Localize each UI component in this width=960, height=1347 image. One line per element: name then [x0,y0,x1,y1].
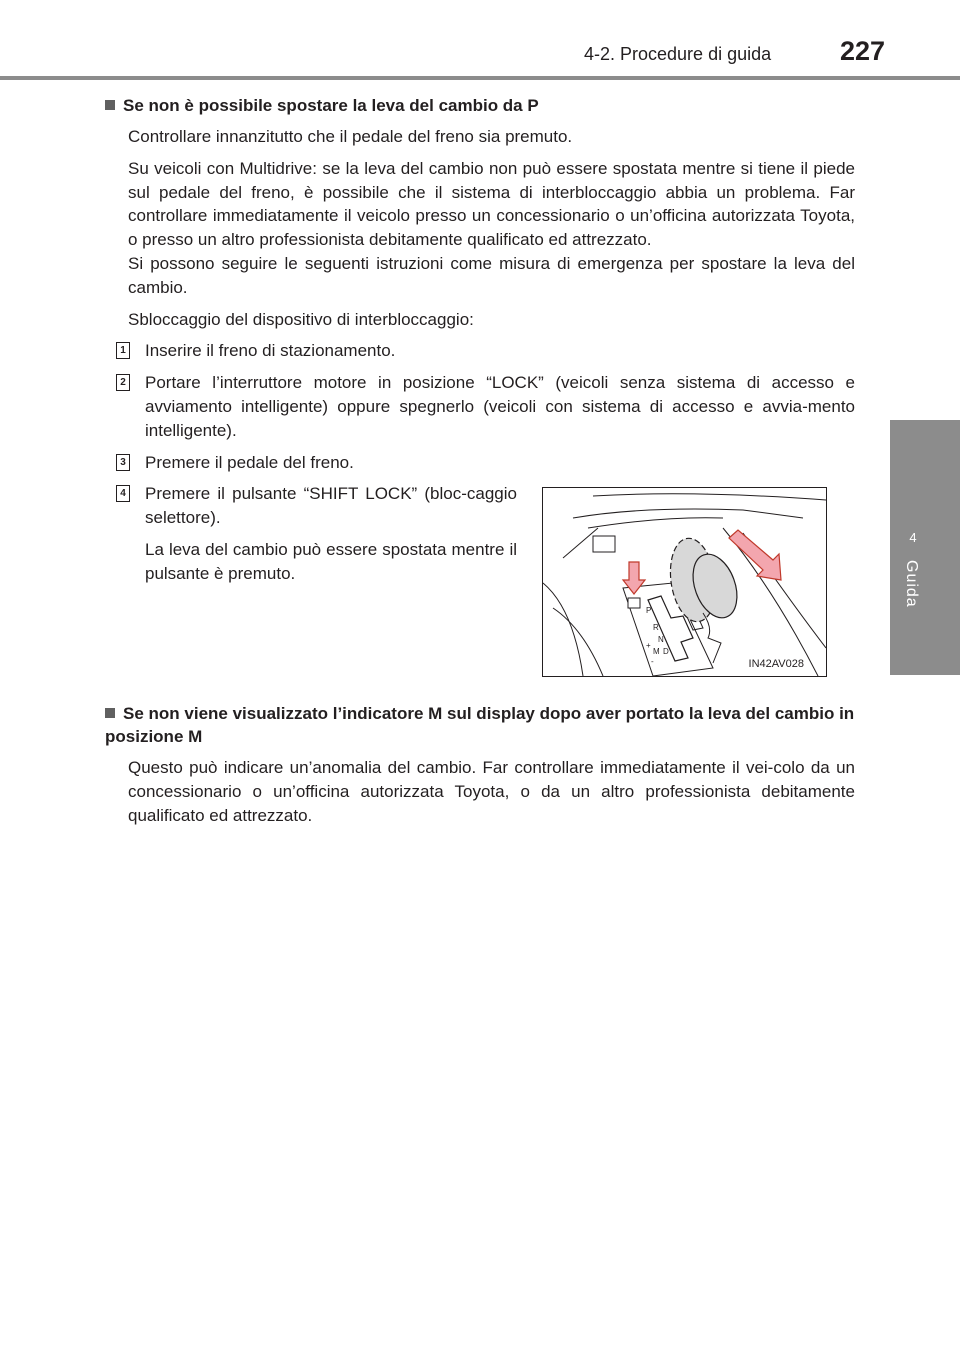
header-rule [0,76,960,80]
shift-lock-illustration [542,487,827,677]
step-number-badge: 3 [116,454,130,471]
step-note: La leva del cambio può essere spostata mentre il pulsante è premuto. [145,539,517,583]
gate-label: N [658,635,664,645]
step-text: Premere il pedale del freno. [145,452,354,472]
square-bullet-icon [105,100,115,110]
step-text: Portare l’interruttore motore in posizione “LOCK” (veicoli senza sistema di accesso e avviamento intelligente) oppure spegnerlo (veicoli con sistema di accesso e avvia-mento intelligente). [145,373,855,440]
step-text-block [105,482,517,585]
paragraph: Su veicoli con Multidrive: se la leva del cambio non può essere spostata mentre si tiene il piede sul pedale del freno, è possibile che il sistema di interbloccaggio abbia un problema. Far controllare immediatamente il veicolo presso un concessionario o un’officina autorizzata Toyota, o presso un altro professionista debitamente qualificato ed attrezzato. [128,158,855,250]
chapter-side-tab [890,420,960,675]
running-header: 4-2. Procedure di guida [584,44,772,64]
paragraph: Sbloccaggio del dispositivo di interbloccaggio: [128,309,474,329]
step-item [105,451,855,475]
gate-label: P [646,606,652,616]
gate-label: M [653,647,660,657]
step-number-badge: 1 [116,342,130,359]
paragraph: Controllare innanzitutto che il pedale del freno sia premuto. [128,127,573,146]
figure-code: IN42AV028 [748,658,804,671]
gate-label: + [646,641,651,651]
step-number-badge: 4 [116,485,130,502]
step-text: Inserire il freno di stazionamento. [145,341,396,361]
gate-label: D [663,647,669,657]
page-content [105,94,855,828]
step-item [105,371,855,442]
step-item [105,339,855,363]
section-heading-shift-lock: Se non è possibile spostare la leva del cambio da P [105,94,855,117]
paragraph: Si possono seguire le seguenti istruzioni come misura di emergenza per spostare la leva del cambio. [128,253,855,297]
chapter-number: 4 [909,530,917,545]
page-number: 227 [840,36,886,66]
shift-lever-drawing [543,488,826,676]
chapter-label: Guida [903,560,920,608]
step-text: Premere il pulsante “SHIFT LOCK” (bloc-caggio selettore). [145,484,517,528]
step-item [105,482,855,682]
square-bullet-icon [105,708,115,718]
paragraph: Questo può indicare un’anomalia del cambio. Far controllare immediatamente il vei-colo da un concessionario o un’officina autorizzata Toyota, o da un altro professionista debitamente qualificato ed attrezzato. [128,758,855,825]
section-heading-m-indicator: Se non viene visualizzato l’indicatore M sul display dopo aver portato la leva del cambio in posizione M [105,704,855,747]
gate-label: R [653,623,659,633]
step-number-badge: 2 [116,374,130,391]
gate-label: - [651,657,654,667]
